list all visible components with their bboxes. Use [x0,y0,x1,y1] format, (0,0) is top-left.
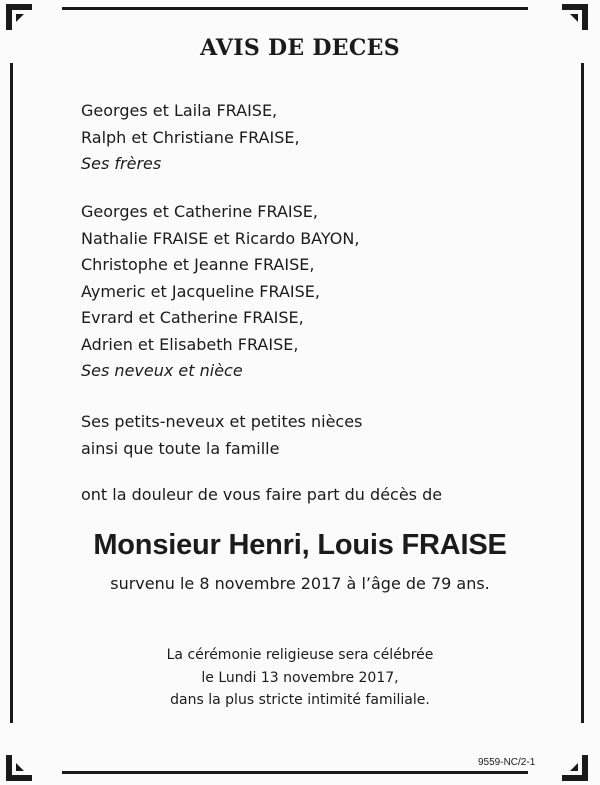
ceremony-line: La cérémonie religieuse sera célébrée [166,647,434,663]
family-line: ainsi que toute la famille [81,438,280,458]
corner-ornament-bottom-right [562,755,588,781]
extended-family-group [81,409,362,462]
relation-label: Ses neveux et nièce [81,361,243,380]
family-line: Ses petits-neveux et petites nièces [81,412,363,431]
family-member-line: Evrard et Catherine FRAISE, [81,308,304,327]
reference-code: 9559-NC/2-1 [478,757,536,768]
frame-right-rule [581,63,584,723]
ceremony-line: dans la plus stricte intimité familiale. [170,692,430,708]
announcement-line [81,482,442,509]
announcement-text: ont la douleur de vous faire part du décès de [81,485,443,504]
corner-ornament-top-left [6,4,32,30]
family-member-line: Georges et Catherine FRAISE, [81,202,318,221]
family-member-line: Nathalie FRAISE et Ricardo BAYON, [81,228,360,248]
ceremony-line: le Lundi 13 novembre 2017, [201,669,399,686]
ceremony-details [0,644,600,712]
frame-left-rule [10,63,13,723]
nephews-group [81,199,359,385]
frame-top-rule [62,7,528,10]
deceased-name: Monsieur Henri, Louis FRAISE [93,529,507,561]
brothers-group [81,98,300,178]
frame-bottom-rule [62,771,528,774]
corner-ornament-top-right [562,4,588,30]
family-member-line: Ralph et Christiane FRAISE, [81,127,300,147]
family-member-line: Christophe et Jeanne FRAISE, [81,255,315,274]
corner-ornament-bottom-left [6,755,32,781]
notice-title: AVIS DE DECES [200,35,400,61]
family-member-line: Adrien et Elisabeth FRAISE, [81,334,299,354]
family-member-line: Aymeric et Jacqueline FRAISE, [81,281,320,301]
death-date-line: survenu le 8 novembre 2017 à l’âge de 79 ans. [110,574,490,593]
family-member-line: Georges et Laila FRAISE, [81,101,278,120]
relation-label: Ses frères [81,154,162,173]
